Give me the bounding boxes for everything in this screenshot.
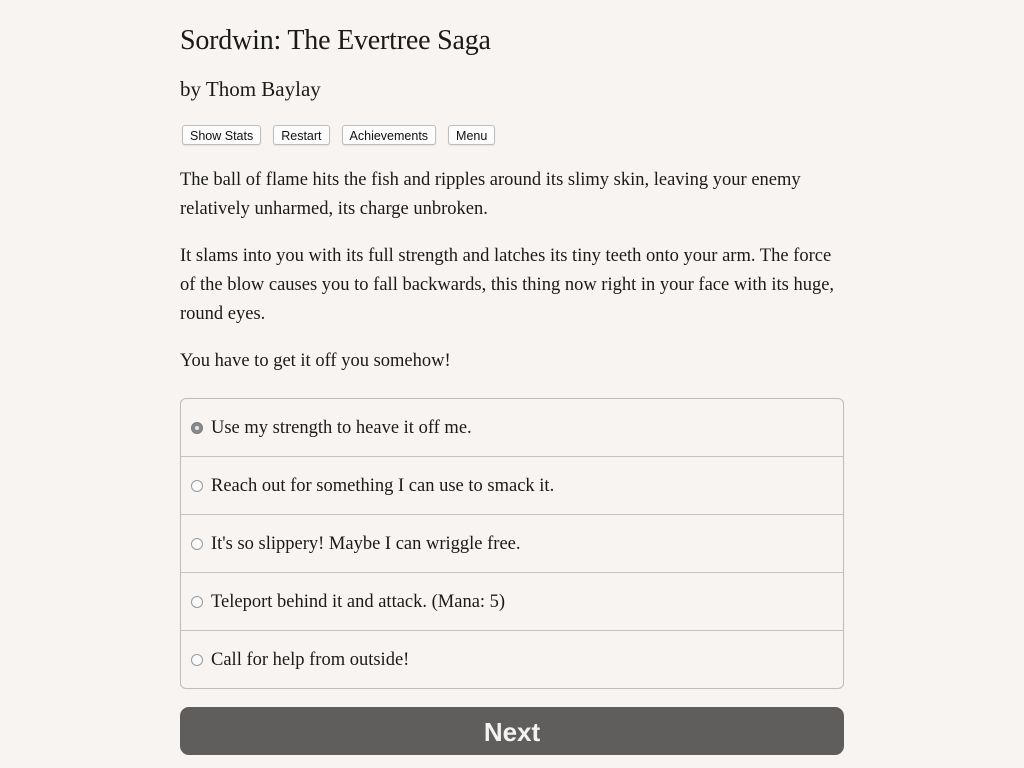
story-paragraph: The ball of flame hits the fish and ripples around its slimy skin, leaving your enemy relatively unharmed, its charge unbroken. (180, 170, 801, 219)
choice-option[interactable] (181, 457, 843, 515)
radio-button[interactable] (191, 538, 203, 550)
game-title: Sordwin: The Evertree Saga (180, 25, 491, 56)
radio-button[interactable] (191, 596, 203, 608)
menu-button[interactable]: Menu (448, 125, 495, 145)
next-button[interactable]: Next (180, 707, 844, 755)
story-paragraph: It slams into you with its full strength and latches its tiny teeth onto your arm. The force of the blow causes you to fall backwards, this thing now right in your face with its huge, round eyes. (180, 246, 835, 324)
radio-button-selected[interactable] (191, 422, 203, 434)
game-author: by Thom Baylay (180, 77, 321, 101)
choice-option[interactable] (181, 399, 843, 457)
show-stats-button[interactable]: Show Stats (182, 125, 261, 145)
restart-button[interactable]: Restart (273, 125, 329, 145)
choice-list (180, 398, 844, 689)
choice-option[interactable] (181, 631, 843, 688)
radio-button[interactable] (191, 480, 203, 492)
choice-label: Reach out for something I can use to smack it. (211, 475, 555, 496)
radio-button[interactable] (191, 654, 203, 666)
choice-label: Call for help from outside! (211, 649, 410, 670)
choice-option[interactable] (181, 515, 843, 573)
choice-option[interactable] (181, 573, 843, 631)
story-paragraph: You have to get it off you somehow! (180, 351, 451, 371)
choice-label: Use my strength to heave it off me. (211, 417, 472, 438)
achievements-button[interactable]: Achievements (342, 125, 437, 145)
story-text (180, 166, 844, 394)
choice-label: It's so slippery! Maybe I can wriggle free. (211, 533, 521, 554)
choice-label: Teleport behind it and attack. (Mana: 5) (211, 591, 506, 612)
toolbar (182, 125, 495, 145)
